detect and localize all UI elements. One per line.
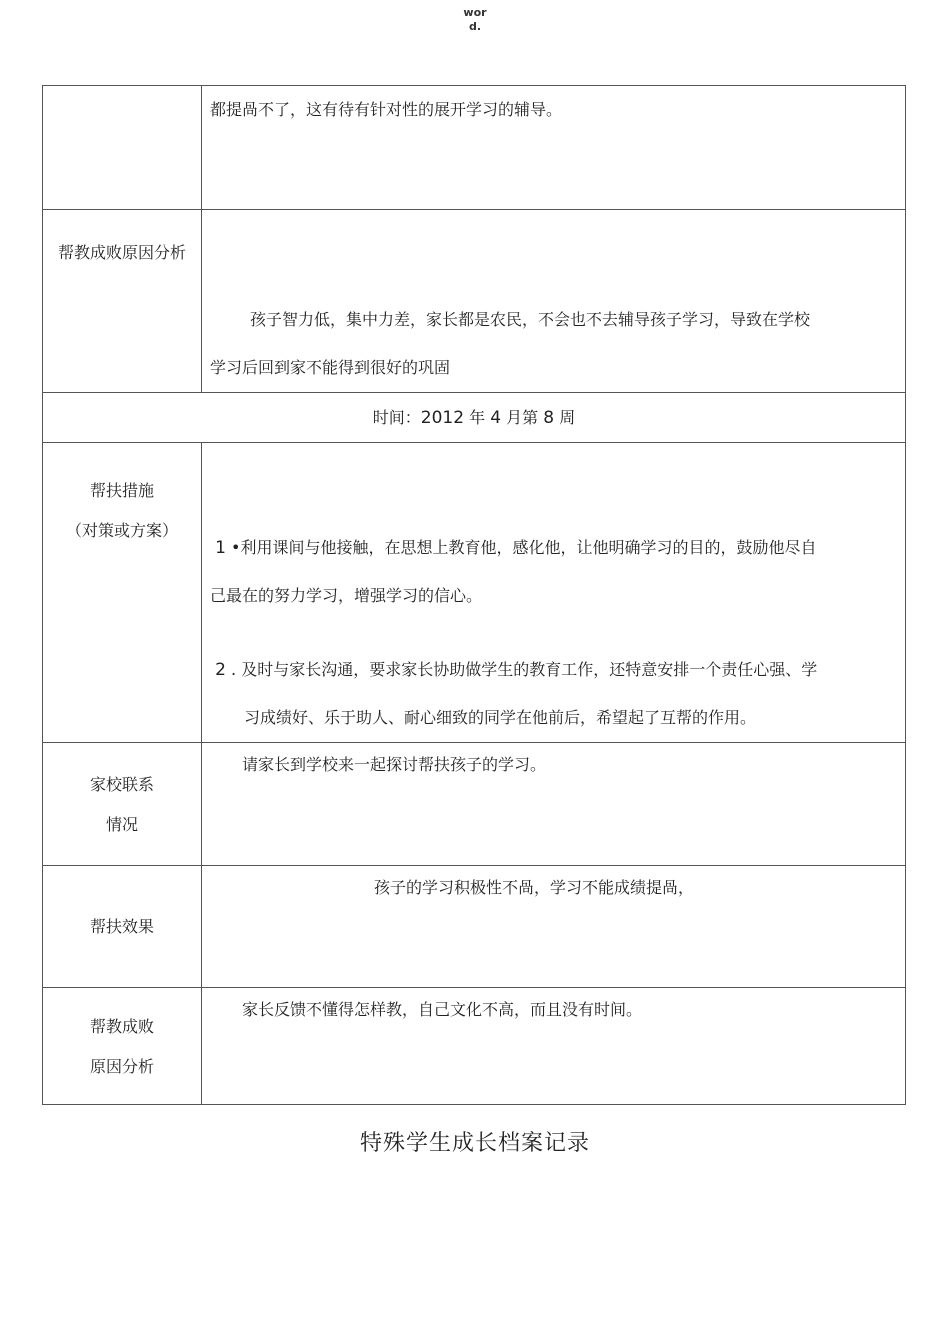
analysis2-label-cell (43, 988, 202, 1105)
measure-item-2-line2: 习成绩好、乐于助人、耐心细致的同学在他前后，希望起了互帮的作用。 (244, 708, 757, 727)
table-row (43, 866, 906, 988)
analysis-text-cell (202, 210, 906, 393)
record-table (42, 85, 906, 1105)
table-row (43, 86, 906, 210)
analysis-text-line2: 学习后回到家不能得到很好的巩固 (210, 358, 451, 377)
header-mark-line2: d. (468, 20, 482, 33)
measure-item-2-line1: . 及时与家长沟通，要求家长协助做学生的教育工作，还特意安排一个责任心强、学 (231, 660, 818, 679)
effect-label-cell (43, 866, 202, 988)
contact-text-cell (202, 743, 906, 866)
analysis-label-cell (43, 210, 202, 393)
contact-label-line1: 家校联系 (89, 775, 154, 794)
effect-label: 帮扶效果 (89, 917, 154, 936)
continued-text: 都提咼不了，这有待有针对性的展开学习的辅导。 (210, 100, 563, 119)
empty-label-cell (43, 86, 202, 210)
measure-item-1-line2: 己最在的努力学习，增强学习的信心。 (210, 586, 483, 605)
time-week-unit: 周 (559, 407, 576, 427)
measure-item-1-line1: •利用课间与他接触，在思想上教育他，感化他，让他明确学习的目的，鼓励他尽自 (231, 538, 817, 557)
contact-label-cell (43, 743, 202, 866)
time-week: 8 (543, 407, 555, 428)
analysis2-text: 家长反馈不懂得怎样教，自己文化不高，而且没有时间。 (242, 1000, 643, 1019)
header-mark-line1: wor (463, 6, 487, 19)
table-row (43, 393, 906, 443)
time-month: 4 (490, 407, 502, 428)
table-row (43, 988, 906, 1105)
time-month-unit: 月第 (506, 407, 539, 427)
page-title: 特殊学生成长档案记录 (359, 1131, 590, 1156)
measure-item-2-number: 2 (215, 660, 226, 680)
header-watermark (455, 6, 495, 34)
table-row (43, 210, 906, 393)
analysis-text-line1: 孩子智力低，集中力差，家长都是农民，不会也不去辅导孩子学习，导致在学校 (250, 310, 811, 329)
table-row (43, 443, 906, 743)
time-year-unit: 年 (469, 407, 486, 427)
time-prefix: 时间： (372, 407, 421, 427)
measure-item-1 (210, 524, 899, 572)
measure-item-2 (210, 646, 899, 694)
effect-text-cell (202, 866, 906, 988)
effect-text: 孩子的学习积极性不咼，学习不能成绩提咼， (374, 878, 695, 897)
measure-item-1-number: 1 (215, 538, 226, 558)
analysis2-label-line2: 原因分析 (89, 1057, 154, 1076)
contact-label-line2: 情况 (105, 815, 138, 834)
continued-text-cell (202, 86, 906, 210)
analysis2-text-cell (202, 988, 906, 1105)
analysis2-label-line1: 帮教成败 (89, 1017, 154, 1036)
table-row (43, 743, 906, 866)
measures-text-cell (202, 443, 906, 743)
measures-label-line1: 帮扶措施 (89, 481, 154, 500)
analysis-label: 帮教成败原因分析 (57, 243, 186, 262)
time-cell (43, 393, 906, 443)
time-year: 2012 (420, 407, 465, 428)
measures-label-line2: （对策或方案） (65, 521, 178, 540)
measures-label-cell (43, 443, 202, 743)
contact-text: 请家长到学校来一起探讨帮扶孩子的学习。 (242, 755, 547, 774)
